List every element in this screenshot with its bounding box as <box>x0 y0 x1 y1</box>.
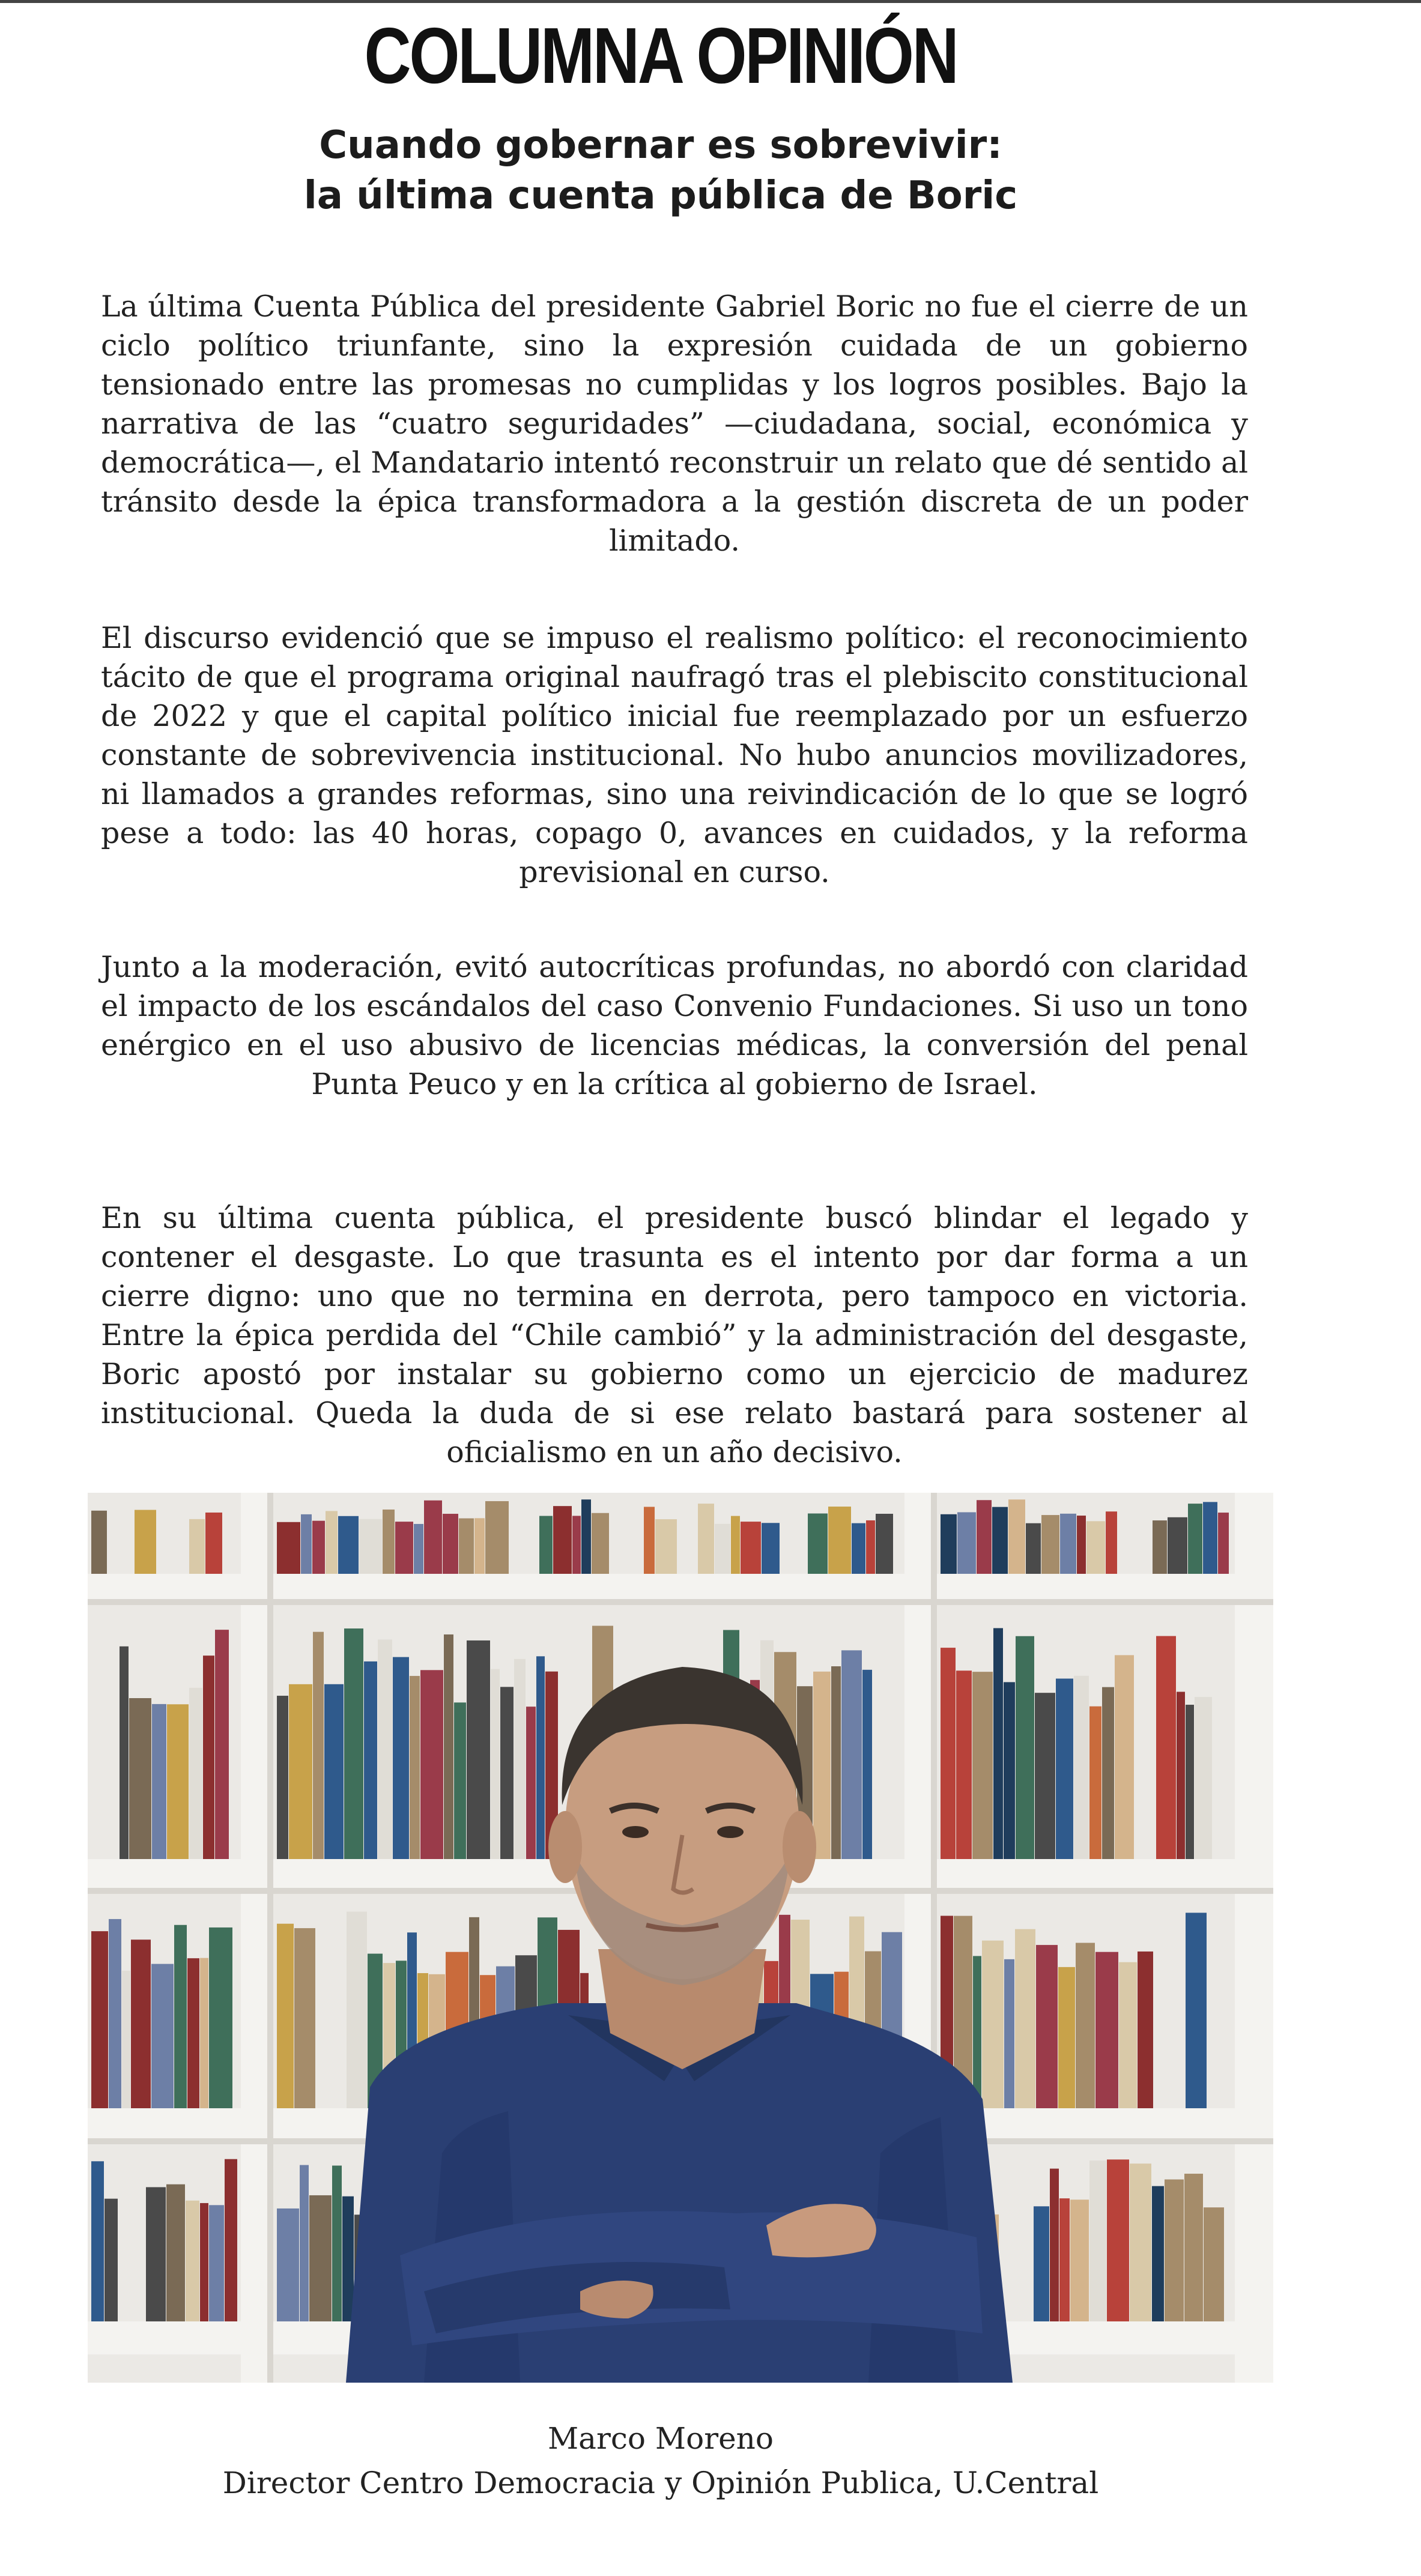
book-spine <box>831 1666 841 1859</box>
book-spine <box>941 1514 957 1574</box>
book-spine <box>1026 1523 1041 1574</box>
book-spine <box>1107 2159 1129 2321</box>
book-spine <box>205 1513 222 1574</box>
book-spine <box>1008 1499 1025 1574</box>
book-spine <box>1106 1511 1117 1574</box>
book-spine <box>312 1521 325 1574</box>
book-spine <box>1102 1687 1114 1859</box>
book-spine <box>166 2184 185 2321</box>
book-spine <box>393 1657 409 1859</box>
book-spine <box>1056 1678 1073 1859</box>
book-spine <box>715 1524 730 1574</box>
book-spine <box>491 1669 500 1859</box>
book-spine <box>151 1964 174 2108</box>
author-name: Marco Moreno <box>547 2421 774 2456</box>
book-spine <box>762 1523 780 1574</box>
book-spine <box>1184 2174 1203 2321</box>
body-paragraph-2: El discurso evidenció que se impuso el realismo político: el reconocimiento tácito de que el programa original naufragó tras el plebiscito constitucional de 2022 y que el capital político inicial fue reemplazado por un esfuerzo constante de sobrevivencia institucional. No hubo anuncios movilizadores, ni llamados a grandes reformas, sino una reivindicación de lo que se logró pese a todo: las 40 horas, copago 0, avances en cuidados, y la reforma previsional en curso. <box>101 621 1248 889</box>
book-spine <box>1034 2206 1049 2321</box>
book-spine <box>91 2161 104 2321</box>
book-spine <box>1016 1636 1034 1859</box>
book-spine <box>359 1519 382 1574</box>
book-spine <box>1186 1912 1207 2108</box>
book-spine <box>91 1931 108 2108</box>
book-spine <box>289 1684 312 1859</box>
book-spine <box>852 1523 865 1574</box>
book-spine <box>1089 2160 1106 2321</box>
book-spine <box>120 1646 129 1859</box>
book-spine <box>324 1684 344 1859</box>
book-spine <box>189 1519 205 1574</box>
book-spine <box>1035 1693 1055 1859</box>
book-spine <box>1015 1929 1035 2108</box>
book-spine <box>862 1670 872 1859</box>
book-spine <box>383 1510 395 1574</box>
book-spine <box>956 1670 972 1859</box>
book-spine <box>459 1519 474 1574</box>
book-spine <box>200 1958 208 2108</box>
book-spine <box>277 1696 288 1859</box>
book-spine <box>741 1522 761 1574</box>
book-spine <box>209 1927 232 2108</box>
book-spine <box>167 1704 189 1859</box>
author-role: Director Centro Democracia y Opinión Publica, U.Central <box>222 2466 1099 2500</box>
section-label: COLUMNA OPINIÓN <box>364 11 957 100</box>
book-spine <box>326 1511 338 1574</box>
book-spine <box>189 1688 202 1859</box>
author-caption <box>0 2416 1321 2505</box>
book-spine <box>313 1632 324 1859</box>
book-spine <box>698 1504 714 1574</box>
book-spine <box>1041 1515 1059 1574</box>
book-spine <box>1218 1513 1229 1574</box>
book-spine <box>655 1519 677 1574</box>
book-spine <box>1156 1636 1176 1859</box>
book-spine <box>187 1958 199 2108</box>
book-spine <box>443 1514 458 1574</box>
book-spine <box>200 2203 208 2321</box>
headline <box>0 120 1321 221</box>
book-spine <box>1077 1516 1086 1574</box>
book-spine <box>1074 1676 1089 1859</box>
book-spine <box>1165 2180 1184 2321</box>
book-spine <box>1177 1692 1185 1859</box>
book-spine <box>485 1501 509 1574</box>
book-spine <box>347 1912 367 2108</box>
book-spine <box>420 1670 443 1859</box>
book-spine <box>1130 2163 1151 2321</box>
book-spine <box>813 1672 831 1859</box>
book-spine <box>414 1524 423 1574</box>
book-spine <box>129 1698 151 1859</box>
book-spine <box>1195 1697 1212 1859</box>
book-spine <box>277 1924 294 2108</box>
book-spine <box>105 2199 118 2321</box>
book-spine <box>581 1499 591 1574</box>
book-spine <box>1036 1945 1058 2108</box>
book-spine <box>993 1628 1003 1859</box>
book-spine <box>1153 1520 1167 1574</box>
book-spine <box>592 1513 609 1574</box>
book-spine <box>972 1672 993 1859</box>
book-spine <box>309 2195 332 2321</box>
book-spine <box>344 1628 363 1859</box>
book-spine <box>992 1507 1008 1574</box>
book-spine <box>536 1656 545 1859</box>
book-spine <box>1050 2169 1059 2321</box>
book-spine <box>1152 2186 1164 2321</box>
book-spine <box>539 1516 553 1574</box>
book-spine <box>410 1676 420 1859</box>
book-spine <box>941 1648 956 1859</box>
body-paragraph-3: Junto a la moderación, evitó autocríticas profundas, no abordó con claridad el impacto de los escándalos del caso Convenio Fundaciones. Si uso un tono enérgico en el uso abusivo de licencias médicas, la conversión del penal Punta Peuco y en la crítica al gobierno de Israel. <box>101 950 1248 1101</box>
book-spine <box>1059 2198 1070 2321</box>
book-spine <box>1058 1967 1075 2108</box>
book-spine <box>444 1634 453 1859</box>
book-spine <box>91 1511 107 1574</box>
book-spine <box>378 1639 392 1859</box>
book-spine <box>553 1506 572 1574</box>
book-spine <box>474 1518 485 1574</box>
book-spine <box>1138 1952 1153 2108</box>
book-spine <box>1070 2200 1089 2321</box>
book-spine <box>514 1659 526 1859</box>
book-spine <box>1004 1959 1014 2108</box>
book-spine <box>152 1704 166 1859</box>
book-spine <box>1115 1655 1134 1859</box>
book-spine <box>294 1928 315 2108</box>
book-spine <box>731 1516 740 1574</box>
book-spine <box>841 1650 862 1859</box>
book-spine <box>1004 1682 1015 1859</box>
book-spine <box>277 1522 300 1574</box>
book-spine <box>1186 1705 1194 1859</box>
book-spine <box>209 2205 224 2321</box>
headline-line-2: la última cuenta pública de Boric <box>303 174 1018 218</box>
book-spine <box>215 1630 229 1859</box>
book-spine <box>424 1501 442 1574</box>
book-spine <box>828 1507 851 1574</box>
book-spine <box>526 1707 536 1859</box>
book-spine <box>186 2201 199 2321</box>
book-spine <box>808 1513 828 1574</box>
book-spine <box>973 1956 981 2108</box>
book-spine <box>977 1500 992 1574</box>
book-spine <box>395 1522 413 1574</box>
book-spine <box>1060 1514 1076 1574</box>
book-spine <box>866 1520 875 1574</box>
book-spine <box>277 2209 299 2321</box>
book-spine <box>1203 1502 1217 1574</box>
book-spine <box>332 2166 342 2321</box>
book-spine <box>364 1661 377 1859</box>
author-photo <box>88 1493 1273 2383</box>
book-spine <box>467 1640 490 1859</box>
book-spine <box>1089 1707 1101 1859</box>
book-spine <box>1119 1962 1137 2108</box>
book-spine <box>301 1514 312 1574</box>
book-spine <box>342 2197 354 2321</box>
book-spine <box>500 1687 514 1859</box>
body-paragraph-4: En su última cuenta pública, el presidente buscó blindar el legado y contener el desgaste. Lo que trasunta es el intento por dar forma a un cierre digno: uno que no termina en derrota, pero tampoco en victoria. Entre la épica perdida del “Chile cambió” y la administración del desgaste, Boric apostó por instalar su gobierno como un ejercicio de madurez institucional. Queda la duda de si ese relato bastará para sostener al oficialismo en un año decisivo. <box>101 1201 1248 1469</box>
body-paragraph-1: La última Cuenta Pública del presidente Gabriel Boric no fue el cierre de un ciclo político triunfante, sino la expresión cuidada de un gobierno tensionado entre las promesas no cumplidas y los logros posibles. Bajo la narrativa de las “cuatro seguridades” —ciudadana, social, económica y democrática—, el Mandatario intentó reconstruir un relato que dé sentido al tránsito desde la épica transformadora a la gestión discreta de un poder limitado. <box>101 289 1248 558</box>
top-rule <box>0 0 1421 3</box>
book-spine <box>135 1510 156 1574</box>
book-spine <box>454 1702 466 1859</box>
book-spine <box>572 1516 581 1574</box>
book-spine <box>146 2187 166 2321</box>
book-spine <box>1188 1504 1202 1574</box>
book-spine <box>131 1940 151 2108</box>
headline-line-1: Cuando gobernar es sobrevivir: <box>319 123 1002 168</box>
book-spine <box>1204 2207 1224 2321</box>
book-spine <box>203 1655 214 1859</box>
book-spine <box>644 1507 655 1574</box>
book-spine <box>225 2159 237 2321</box>
book-spine <box>338 1516 359 1574</box>
book-spine <box>1076 1943 1095 2108</box>
book-spine <box>109 1919 121 2108</box>
book-spine <box>300 2165 309 2321</box>
book-spine <box>1095 1952 1118 2108</box>
book-spine <box>1086 1521 1105 1574</box>
book-spine <box>122 1971 130 2108</box>
book-spine <box>1168 1517 1187 1574</box>
book-spine <box>982 1941 1004 2108</box>
book-spine <box>174 1925 187 2108</box>
book-spine <box>876 1514 893 1574</box>
book-spine <box>957 1512 976 1574</box>
